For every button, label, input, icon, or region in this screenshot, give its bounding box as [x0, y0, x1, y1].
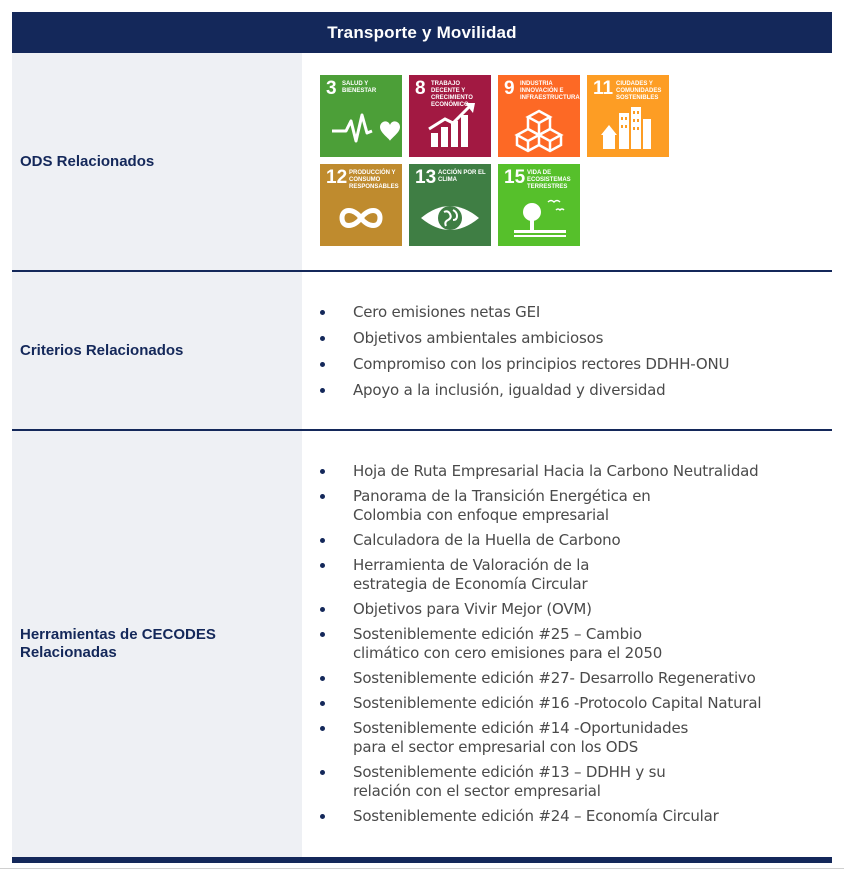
sdg-number: 12 [326, 167, 348, 188]
row-label-herramientas: Herramientas de CECODES Relacionadas [12, 431, 302, 857]
sdg-title: TRABAJO DECENTE Y CRECIMIENTO ECONÓMICO [431, 81, 473, 108]
row-label-criterios: Criterios Relacionados [12, 272, 302, 429]
bullet-icon [320, 494, 325, 499]
list-item-text: Sosteniblemente edición #16 -Protocolo Capital Natural [353, 694, 762, 712]
sdg-tile-3 [320, 75, 402, 157]
list-item-text: Objetivos para Vivir Mejor (OVM) [353, 600, 592, 618]
sdg-number: 15 [504, 167, 526, 188]
criterios-list [302, 303, 729, 407]
sdg-number: 3 [326, 78, 337, 99]
row-label-ods: ODS Relacionados [12, 53, 302, 270]
sdg-tile-13 [409, 164, 491, 246]
header-title: Transporte y Movilidad [327, 22, 517, 42]
bullet-icon [320, 388, 325, 393]
herramientas-list [302, 462, 761, 832]
sdg-number: 11 [593, 78, 614, 99]
list-item-text: Sosteniblemente edición #13 – DDHH y su [353, 763, 666, 781]
bullet-icon [320, 607, 325, 612]
list-item [302, 600, 761, 619]
sdg-tile-15 [498, 164, 580, 246]
list-item [302, 303, 729, 322]
table-header [12, 12, 832, 53]
sdg-title: VIDA DE ECOSISTEMAS TERRESTRES [527, 170, 571, 190]
sdg-tile-8 [409, 75, 491, 157]
sdg-number: 13 [415, 167, 437, 188]
list-item-text: para el sector empresarial con los ODS [353, 738, 639, 756]
list-item [302, 719, 761, 757]
list-item-text: climático con cero emisiones para el 2050 [353, 644, 663, 662]
list-item-text: relación con el sector empresarial [353, 782, 601, 800]
sdg-tile-11 [587, 75, 669, 157]
page-divider [0, 868, 844, 869]
bullet-icon [320, 676, 325, 681]
list-item-text: Apoyo a la inclusión, igualdad y diversidad [353, 381, 666, 399]
bullet-icon [320, 563, 325, 568]
list-item-text: Compromiso con los principios rectores DDHH-ONU [353, 355, 730, 373]
row-herramientas [12, 431, 832, 857]
sdg-title: PRODUCCIÓN Y CONSUMO RESPONSABLES [349, 170, 399, 190]
sdg-number: 9 [504, 78, 515, 99]
list-item-text: estrategia de Economía Circular [353, 575, 588, 593]
list-item-text: Hoja de Ruta Empresarial Hacia la Carbono Neutralidad [353, 462, 759, 480]
sdg-tile-12 [320, 164, 402, 246]
bullet-icon [320, 336, 325, 341]
list-item [302, 355, 729, 374]
list-item-text: Herramienta de Valoración de la [353, 556, 590, 574]
list-item-text: Sosteniblemente edición #14 -Oportunidades [353, 719, 689, 737]
list-item-text: Objetivos ambientales ambiciosos [353, 329, 604, 347]
list-item-text: Panorama de la Transición Energética en [353, 487, 651, 505]
list-item [302, 625, 761, 663]
list-item [302, 694, 761, 713]
bullet-icon [320, 632, 325, 637]
list-item [302, 462, 761, 481]
sdg-number: 8 [415, 78, 426, 99]
bullet-icon [320, 726, 325, 731]
sdg-title: ACCIÓN POR EL CLIMA [438, 170, 486, 183]
list-item [302, 556, 761, 594]
list-item [302, 763, 761, 801]
sdg-title: CIUDADES Y COMUNIDADES SOSTENIBLES [616, 81, 662, 101]
bullet-icon [320, 310, 325, 315]
list-item [302, 807, 761, 826]
sdg-title: SALUD Y BIENESTAR [342, 81, 377, 94]
list-item-text: Cero emisiones netas GEI [353, 303, 541, 321]
bullet-icon [320, 770, 325, 775]
list-item-text: Sosteniblemente edición #27- Desarrollo Regenerativo [353, 669, 756, 687]
list-item-text: Calculadora de la Huella de Carbono [353, 531, 621, 549]
list-item [302, 669, 761, 688]
list-item [302, 381, 729, 400]
list-item [302, 329, 729, 348]
row-ods [12, 53, 832, 270]
list-item-text: Sosteniblemente edición #25 – Cambio [353, 625, 642, 643]
bullet-icon [320, 701, 325, 706]
table-bottom-border [12, 857, 832, 863]
bullet-icon [320, 469, 325, 474]
row-criterios [12, 272, 832, 429]
herramientas-cell [302, 431, 832, 857]
bullet-icon [320, 814, 325, 819]
bullet-icon [320, 538, 325, 543]
list-item-text: Colombia con enfoque empresarial [353, 506, 609, 524]
list-item [302, 531, 761, 550]
bullet-icon [320, 362, 325, 367]
list-item-text: Sosteniblemente edición #24 – Economía Circular [353, 807, 719, 825]
criterios-cell [302, 272, 832, 429]
sdg-tiles-cell [302, 53, 832, 270]
sdg-title: INDUSTRIA INNOVACIÓN E INFRAESTRUCTURA [520, 81, 580, 101]
list-item [302, 487, 761, 525]
sdg-tile-9 [498, 75, 580, 157]
